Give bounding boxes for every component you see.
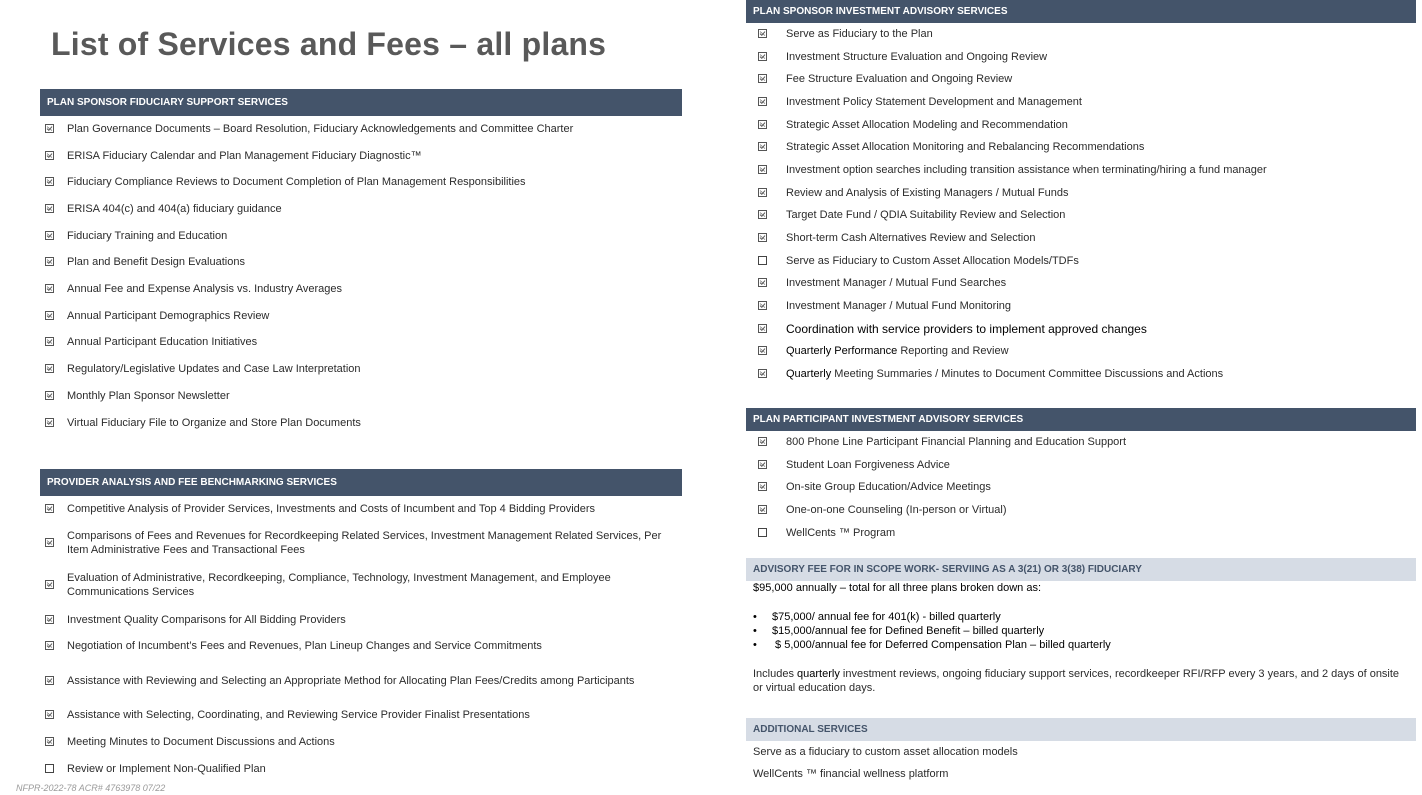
checked-box-icon bbox=[758, 278, 767, 287]
item-text-rest: Meeting Summaries / Minutes to Document Committee Discussions and Actions bbox=[831, 368, 1224, 380]
item-text: Annual Participant Demographics Review bbox=[67, 310, 270, 322]
checked-box-icon bbox=[45, 418, 54, 427]
item-text: Investment Manager / Mutual Fund Monitoring bbox=[786, 300, 1012, 312]
item-text: Target Date Fund / QDIA Suitability Review and Selection bbox=[786, 209, 1066, 221]
fee-section bbox=[746, 558, 1416, 698]
fee-total-text: annually – total for all three plans broken down as: bbox=[792, 582, 1042, 594]
checked-box-icon bbox=[45, 311, 54, 320]
item-text: WellCents ™ Program bbox=[786, 527, 896, 539]
item-text: Assistance with Reviewing and Selecting an Appropriate Method for Allocating Plan Fees/Credits among Participants bbox=[67, 675, 635, 687]
fee-bullet-text: $ 5,000/annual fee for Deferred Compensation Plan – billed quarterly bbox=[772, 639, 1111, 651]
checked-box-icon bbox=[45, 538, 54, 547]
item-text-emphasis: Quarterly Performance bbox=[786, 345, 898, 357]
item-text: Serve as Fiduciary to the Plan bbox=[786, 28, 933, 40]
item-text-rest: Reporting and Review bbox=[897, 345, 1009, 357]
item-text: Assistance with Selecting, Coordinating, and Reviewing Service Provider Finalist Presentations bbox=[67, 709, 530, 721]
item-text: Competitive Analysis of Provider Services, Investments and Costs of Incumbent and Top 4 Bidding Providers bbox=[67, 503, 596, 515]
provider-header: PROVIDER ANALYSIS AND FEE BENCHMARKING SERVICES bbox=[40, 469, 682, 496]
checked-box-icon bbox=[758, 233, 767, 242]
item-text: Plan Governance Documents – Board Resolution, Fiduciary Acknowledgements and Committee Charter bbox=[67, 123, 574, 135]
fee-bullet bbox=[753, 638, 1111, 652]
fee-includes-a: Includes bbox=[753, 668, 798, 680]
item-text: On-site Group Education/Advice Meetings bbox=[786, 481, 991, 493]
checked-box-icon bbox=[45, 177, 54, 186]
investment-header: PLAN SPONSOR INVESTMENT ADVISORY SERVICES bbox=[746, 0, 1416, 23]
bullet-icon: • bbox=[753, 611, 757, 623]
fee-total bbox=[753, 581, 1041, 595]
checked-box-icon bbox=[45, 641, 54, 650]
checked-box-icon bbox=[45, 337, 54, 346]
fee-header: ADVISORY FEE FOR IN SCOPE WORK- SERVIING AS A 3(21) OR 3(38) FIDUCIARY bbox=[746, 558, 1416, 581]
checked-box-icon bbox=[45, 284, 54, 293]
checked-box-icon bbox=[45, 364, 54, 373]
participant-header: PLAN PARTICIPANT INVESTMENT ADVISORY SERVICES bbox=[746, 408, 1416, 431]
checked-box-icon bbox=[758, 210, 767, 219]
checked-box-icon bbox=[758, 188, 767, 197]
checked-box-icon bbox=[45, 580, 54, 589]
checked-box-icon bbox=[45, 710, 54, 719]
checked-box-icon bbox=[45, 231, 54, 240]
checked-box-icon bbox=[45, 151, 54, 160]
fiduciary-header: PLAN SPONSOR FIDUCIARY SUPPORT SERVICES bbox=[40, 89, 682, 116]
bullet-icon: • bbox=[753, 639, 757, 651]
item-text: Annual Participant Education Initiatives bbox=[67, 336, 258, 348]
item-text: Fee Structure Evaluation and Ongoing Review bbox=[786, 73, 1013, 85]
additional-header: ADDITIONAL SERVICES bbox=[746, 718, 1416, 741]
additional-item: Serve as a fiduciary to custom asset allocation models bbox=[753, 746, 1018, 758]
item-text-emphasis: Quarterly bbox=[786, 368, 832, 380]
fee-bullet-text: $75,000/ annual fee for 401(k) - billed quarterly bbox=[772, 611, 1001, 623]
fee-bullet bbox=[753, 610, 1001, 624]
item-text: Virtual Fiduciary File to Organize and Store Plan Documents bbox=[67, 417, 361, 429]
checked-box-icon bbox=[758, 29, 767, 38]
item-text: Investment option searches including transition assistance when terminating/hiring a fund manager bbox=[786, 164, 1267, 176]
item-text: Strategic Asset Allocation Monitoring and Rebalancing Recommendations bbox=[786, 141, 1145, 153]
item-text: Fiduciary Training and Education bbox=[67, 230, 228, 242]
item-text: Investment Structure Evaluation and Ongoing Review bbox=[786, 51, 1048, 63]
item-text: Student Loan Forgiveness Advice bbox=[786, 459, 950, 471]
item-text: Review or Implement Non-Qualified Plan bbox=[67, 763, 266, 775]
provider-section bbox=[40, 469, 682, 779]
checked-box-icon bbox=[45, 204, 54, 213]
checked-box-icon bbox=[758, 460, 767, 469]
fee-bullet bbox=[753, 624, 1045, 638]
checked-box-icon bbox=[45, 615, 54, 624]
item-text: Fiduciary Compliance Reviews to Document Completion of Plan Management Responsibilities bbox=[67, 176, 526, 188]
checked-box-icon bbox=[45, 737, 54, 746]
checked-box-icon bbox=[45, 676, 54, 685]
additional-section bbox=[746, 718, 1416, 784]
fee-total-amount: $95,000 bbox=[753, 582, 793, 594]
item-text: Review and Analysis of Existing Managers / Mutual Funds bbox=[786, 187, 1069, 199]
checked-box-icon bbox=[758, 97, 767, 106]
investment-section bbox=[746, 0, 1416, 390]
checked-box-icon bbox=[758, 74, 767, 83]
checked-box-icon bbox=[758, 301, 767, 310]
item-text: Serve as Fiduciary to Custom Asset Allocation Models/TDFs bbox=[786, 255, 1079, 267]
unchecked-box-icon bbox=[758, 528, 767, 537]
item-text: Meeting Minutes to Document Discussions and Actions bbox=[67, 736, 335, 748]
checked-box-icon bbox=[758, 482, 767, 491]
checked-box-icon bbox=[758, 165, 767, 174]
checked-box-icon bbox=[758, 142, 767, 151]
item-text: Short-term Cash Alternatives Review and Selection bbox=[786, 232, 1036, 244]
item-text: Strategic Asset Allocation Modeling and Recommendation bbox=[786, 119, 1068, 131]
item-text: Negotiation of Incumbent’s Fees and Revenues, Plan Lineup Changes and Service Commitments bbox=[67, 640, 542, 652]
checked-box-icon bbox=[758, 120, 767, 129]
participant-section bbox=[746, 408, 1416, 543]
item-text: Investment Manager / Mutual Fund Searches bbox=[786, 277, 1007, 289]
item-text: 800 Phone Line Participant Financial Planning and Education Support bbox=[786, 436, 1127, 448]
checked-box-icon bbox=[758, 369, 767, 378]
item-text: ERISA 404(c) and 404(a) fiduciary guidance bbox=[67, 203, 282, 215]
checked-box-icon bbox=[758, 505, 767, 514]
unchecked-box-icon bbox=[45, 764, 54, 773]
item-text: Annual Fee and Expense Analysis vs. Industry Averages bbox=[67, 283, 342, 295]
bullet-icon: • bbox=[753, 625, 757, 637]
item-text: One-on-one Counseling (In-person or Virtual) bbox=[786, 504, 1007, 516]
item-text: Plan and Benefit Design Evaluations bbox=[67, 256, 245, 268]
item-text: Comparisons of Fees and Revenues for Recordkeeping Related Services, Investment Management Related Services, Per Item Administrative Fees and Transactional Fees bbox=[67, 530, 662, 556]
checked-box-icon bbox=[758, 324, 767, 333]
checked-box-icon bbox=[758, 437, 767, 446]
item-text: Evaluation of Administrative, Recordkeeping, Compliance, Technology, Investment Management, and Employee Communications Services bbox=[67, 572, 611, 598]
item-text: Investment Quality Comparisons for All Bidding Providers bbox=[67, 614, 346, 626]
checked-box-icon bbox=[45, 504, 54, 513]
checked-box-icon bbox=[758, 52, 767, 61]
page-title: List of Services and Fees – all plans bbox=[51, 26, 607, 62]
item-text bbox=[786, 367, 1223, 381]
additional-item: WellCents ™ financial wellness platform bbox=[753, 768, 949, 780]
item-text: Coordination with service providers to implement approved changes bbox=[786, 322, 1147, 336]
checked-box-icon bbox=[758, 346, 767, 355]
item-text: Investment Policy Statement Development and Management bbox=[786, 96, 1082, 108]
fiduciary-section bbox=[40, 89, 682, 434]
checked-box-icon bbox=[45, 391, 54, 400]
fee-bullet-text: $15,000/annual fee for Defined Benefit – billed quarterly bbox=[772, 625, 1045, 637]
item-text bbox=[786, 344, 1009, 358]
item-text: Monthly Plan Sponsor Newsletter bbox=[67, 390, 230, 402]
checked-box-icon bbox=[45, 257, 54, 266]
fee-includes bbox=[753, 667, 1408, 695]
fee-includes-b: quarterly bbox=[797, 668, 840, 680]
footer-code: NFPR-2022-78 ACR# 4763978 07/22 bbox=[16, 783, 166, 793]
unchecked-box-icon bbox=[758, 256, 767, 265]
item-text: Regulatory/Legislative Updates and Case Law Interpretation bbox=[67, 363, 361, 375]
item-text: ERISA Fiduciary Calendar and Plan Management Fiduciary Diagnostic™ bbox=[67, 150, 422, 162]
checked-box-icon bbox=[45, 124, 54, 133]
fee-includes-c: investment reviews, ongoing fiduciary support services, recordkeeper RFI/RFP every 3 years, and 2 days of onsite or virtual education days. bbox=[753, 668, 1400, 694]
